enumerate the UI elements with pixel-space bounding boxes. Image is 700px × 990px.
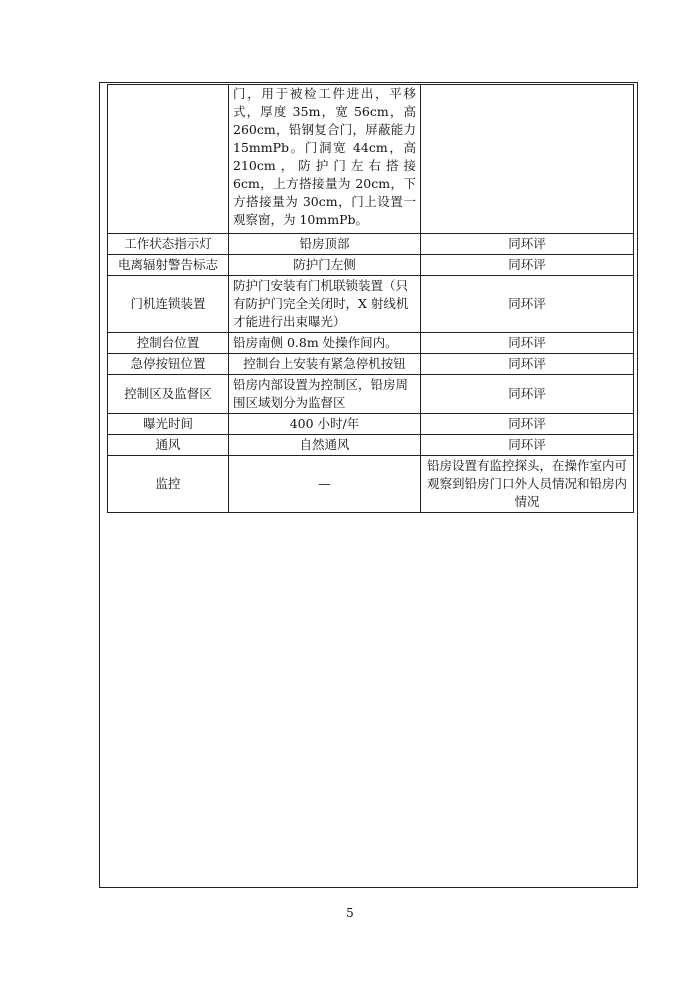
row-note: 同环评 xyxy=(421,414,634,435)
table-row xyxy=(108,333,634,354)
row-value: 控制台上安装有紧急停机按钮 xyxy=(229,354,421,375)
row-note: 同环评 xyxy=(421,375,634,414)
row-note: 同环评 xyxy=(421,333,634,354)
row-note: 同环评 xyxy=(421,234,634,255)
row-note: 同环评 xyxy=(421,354,634,375)
row-label: 急停按钮位置 xyxy=(108,354,229,375)
table-row xyxy=(108,234,634,255)
row-label: 曝光时间 xyxy=(108,414,229,435)
table-row xyxy=(108,85,634,234)
row-value: 自然通风 xyxy=(229,435,421,456)
door-description: 门，用于被检工件进出，平移式，厚度 35m，宽 56cm，高 260cm，铅钢复合门，屏蔽能力 15mmPb。门洞宽 44cm，高 210cm，防护门左右搭接 6cm，上方搭接量为 20cm，下方搭接量为 30cm，门上设置一观察窗，为 10mmPb。 xyxy=(233,86,416,227)
row-value: 铅房顶部 xyxy=(229,234,421,255)
row-value: 铅房内部设置为控制区，铅房周围区域划分为监督区 xyxy=(229,375,421,414)
row-note: 同环评 xyxy=(421,435,634,456)
inspection-table xyxy=(107,84,634,513)
table-row xyxy=(108,255,634,276)
row-note: 铅房设置有监控探头，在操作室内可观察到铅房门口外人员情况和铅房内情况 xyxy=(421,456,634,513)
table-row xyxy=(108,435,634,456)
table-row xyxy=(108,276,634,333)
row-value: 铅房南侧 0.8m 处操作间内。 xyxy=(229,333,421,354)
row-value: 防护门安装有门机联锁装置（只有防护门完全关闭时，X 射线机才能进行出束曝光） xyxy=(229,276,421,333)
row-label: 控制台位置 xyxy=(108,333,229,354)
row-label xyxy=(108,85,229,234)
row-label: 监控 xyxy=(108,456,229,513)
row-note: 同环评 xyxy=(421,255,634,276)
row-note xyxy=(421,85,634,234)
row-label: 通风 xyxy=(108,435,229,456)
table-row xyxy=(108,414,634,435)
row-value: 防护门左侧 xyxy=(229,255,421,276)
page-number: 5 xyxy=(346,906,354,920)
table-row xyxy=(108,456,634,513)
row-note: 同环评 xyxy=(421,276,634,333)
table-row xyxy=(108,354,634,375)
table-row xyxy=(108,375,634,414)
row-label: 工作状态指示灯 xyxy=(108,234,229,255)
row-value: 400 小时/年 xyxy=(229,414,421,435)
row-label: 电离辐射警告标志 xyxy=(108,255,229,276)
row-value: — xyxy=(229,456,421,513)
row-value xyxy=(229,85,421,234)
row-label: 控制区及监督区 xyxy=(108,375,229,414)
row-label: 门机连锁装置 xyxy=(108,276,229,333)
